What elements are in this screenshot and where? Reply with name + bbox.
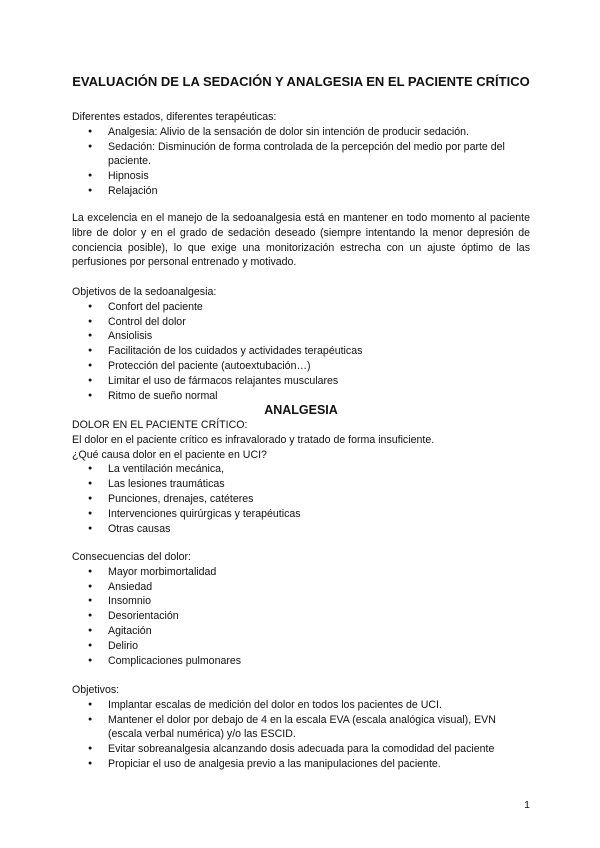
states-intro: Diferentes estados, diferentes terapéuticas: — [72, 111, 277, 123]
pain-question: ¿Qué causa dolor en el paciente en UCI? — [72, 448, 267, 461]
list-item: ● Confort del paciente — [72, 300, 530, 315]
states-section — [72, 110, 530, 199]
list-item: ● Las lesiones traumáticas — [72, 477, 530, 492]
list-item: ● Facilitación de los cuidados y actividades terapéuticas — [72, 344, 530, 359]
pain-line: El dolor en el paciente crítico es infravalorado y tratado de forma insuficiente. — [72, 433, 435, 446]
objectives-list — [72, 698, 530, 772]
list-item: ● Limitar el uso de fármacos relajantes musculares — [72, 374, 530, 389]
list-item: ● Implantar escalas de medición del dolor en todos los pacientes de UCI. — [72, 698, 530, 713]
list-item: ● Hipnosis — [72, 169, 530, 184]
consequences-section — [72, 550, 530, 668]
states-list — [72, 125, 530, 199]
list-item: ● Desorientación — [72, 609, 530, 624]
list-item: ● La ventilación mecánica, — [72, 462, 530, 477]
list-item: ● Insomnio — [72, 594, 530, 609]
objectives-intro: Objetivos: — [72, 684, 120, 696]
analgesia-heading: ANALGESIA — [264, 403, 338, 417]
excellence-paragraph — [72, 211, 530, 270]
list-item: ● Analgesia: Alivio de la sensación de dolor sin intención de producir sedación. — [72, 125, 530, 140]
list-item: ● Control del dolor — [72, 315, 530, 330]
page-number: 1 — [524, 799, 530, 811]
pain-subheading: DOLOR EN EL PACIENTE CRÍTICO: — [72, 419, 248, 431]
pain-causes-list — [72, 462, 530, 536]
pain-section — [72, 418, 530, 536]
objectives-sedo-section — [72, 285, 530, 403]
list-item: ● Ansiolisis — [72, 329, 530, 344]
list-item: ● Intervenciones quirúrgicas y terapéuticas — [72, 507, 530, 522]
list-item: ● Sedación: Disminución de forma controlada de la percepción del medio por parte del paciente. — [72, 140, 530, 170]
list-item: ● Ritmo de sueño normal — [72, 389, 530, 404]
objectives-sedo-list — [72, 300, 530, 404]
document-title: EVALUACIÓN DE LA SEDACIÓN Y ANALGESIA EN EL PACIENTE CRÍTICO — [72, 74, 530, 89]
paragraph-text: La excelencia en el manejo de la sedoanalgesia está en mantener en todo momento al paciente libre de dolor y en el grado de sedación deseado (siempre intentando la menor depresión de conciencia posible), lo que exige una monitorización estrecha con un ajuste óptimo de las perfusiones por personal entrenado y motivado. — [72, 212, 530, 269]
list-item: ● Mayor morbimortalidad — [72, 565, 530, 580]
list-item: ● Evitar sobreanalgesia alcanzando dosis adecuada para la comodidad del paciente — [72, 742, 530, 757]
list-item: ● Punciones, drenajes, catéteres — [72, 492, 530, 507]
list-item: ● Agitación — [72, 624, 530, 639]
list-item: ● Mantener el dolor por debajo de 4 en la escala EVA (escala analógica visual), EVN (escala verbal numérica) y/o las ESCID. — [72, 713, 530, 743]
list-item: ● Delirio — [72, 639, 530, 654]
list-item: ● Otras causas — [72, 522, 530, 537]
objectives-section — [72, 683, 530, 772]
list-item: ● Ansiedad — [72, 580, 530, 595]
consequences-list — [72, 565, 530, 669]
list-item: ● Propiciar el uso de analgesia previo a las manipulaciones del paciente. — [72, 757, 530, 772]
list-item: ● Protección del paciente (autoextubación…) — [72, 359, 530, 374]
objectives-sedo-intro: Objetivos de la sedoanalgesia: — [72, 286, 217, 298]
list-item: ● Relajación — [72, 184, 530, 199]
list-item: ● Complicaciones pulmonares — [72, 654, 530, 669]
consequences-intro: Consecuencias del dolor: — [72, 551, 191, 563]
